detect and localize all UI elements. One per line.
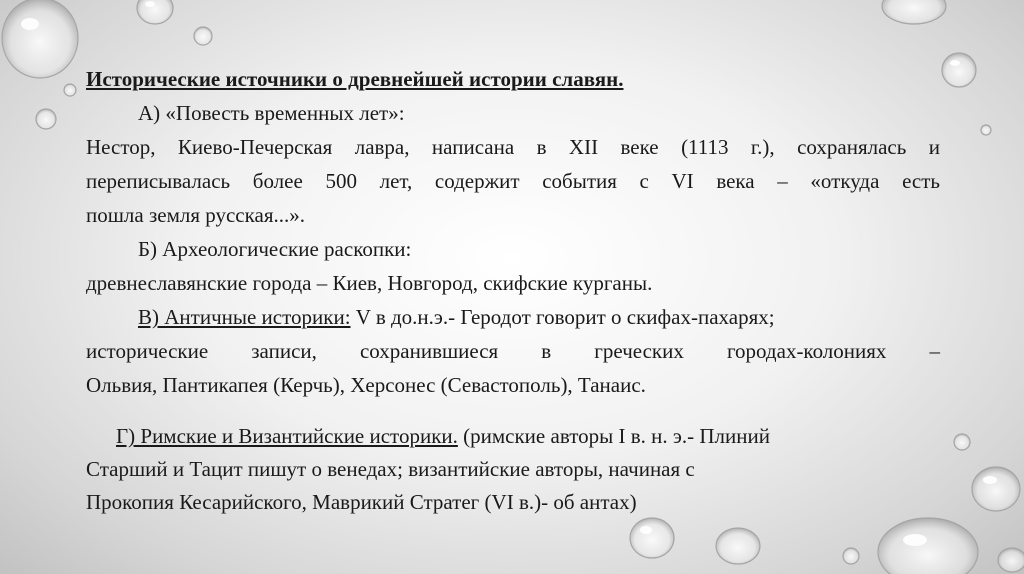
section-d-heading-rest: (римские авторы I в. н. э.- Плиний bbox=[457, 424, 770, 448]
section-a-line-2: переписывалась более 500 лет, содержит события с VI века – «откуда есть bbox=[86, 169, 940, 193]
water-drop bbox=[972, 467, 1020, 511]
water-drop bbox=[2, 0, 78, 78]
section-b-heading: Б) Археологические раскопки: bbox=[138, 237, 412, 261]
water-drop bbox=[64, 84, 76, 96]
water-drop bbox=[878, 518, 978, 574]
section-c-line-1: исторические записи, сохранившиеся в греческих городах-колониях – bbox=[86, 339, 940, 363]
section-d-heading: Г) Римские и Византийские историки. bbox=[116, 424, 458, 448]
water-drop bbox=[36, 109, 56, 129]
section-c-heading-line bbox=[86, 300, 940, 334]
water-drop bbox=[716, 528, 760, 564]
water-drop bbox=[882, 0, 946, 24]
section-d bbox=[86, 420, 966, 519]
water-drop bbox=[981, 125, 991, 135]
section-a-line-3: пошла земля русская...». bbox=[86, 203, 305, 227]
water-drop bbox=[998, 548, 1024, 572]
water-drop bbox=[942, 53, 976, 87]
slide-body bbox=[86, 62, 940, 402]
section-c-line-2: Ольвия, Пантикапея (Керчь), Херсонес (Севастополь), Танаис. bbox=[86, 373, 646, 397]
section-a-line-1: Нестор, Киево-Печерская лавра, написана в XII веке (1113 г.), сохранялась и bbox=[86, 135, 940, 159]
slide-title: Исторические источники о древнейшей истории славян. bbox=[86, 67, 624, 91]
water-drop bbox=[843, 548, 859, 564]
section-d-heading-line bbox=[86, 420, 966, 453]
water-drop bbox=[630, 518, 674, 558]
section-c-heading: В) Античные историки: bbox=[138, 305, 351, 329]
section-d-line-2: Прокопия Кесарийского, Маврикий Стратег (VI в.)- об антах) bbox=[86, 490, 637, 514]
section-d-line-1: Старший и Тацит пишут о венедах; византийские авторы, начиная с bbox=[86, 457, 695, 481]
water-drop bbox=[137, 0, 173, 24]
section-b-line: древнеславянские города – Киев, Новгород, скифские курганы. bbox=[86, 271, 653, 295]
section-c-heading-rest: V в до.н.э.- Геродот говорит о скифах-пахарях; bbox=[350, 305, 775, 329]
water-drop bbox=[194, 27, 212, 45]
section-a-heading: А) «Повесть временных лет»: bbox=[138, 101, 405, 125]
